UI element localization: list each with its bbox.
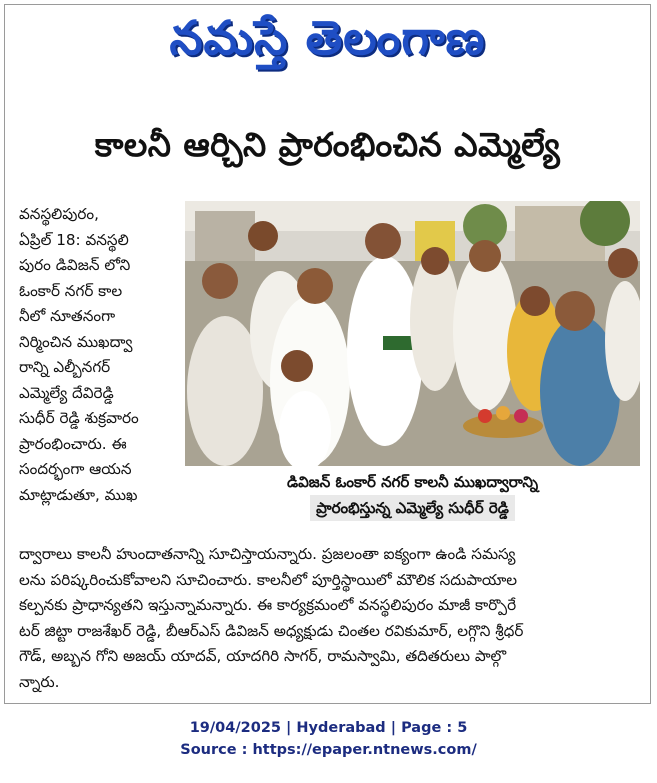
column-line: ప్రారంభించారు. ఈ [19, 434, 127, 453]
body-line: కల్పనకు ప్రాధాన్యతని ఇస్తున్నామన్నారు. ఈ కార్యక్రమంలో వనస్థలిపురం మాజీ కార్పొరే [19, 596, 517, 614]
body-line: న్నారు. [19, 672, 60, 691]
page-footer [0, 717, 657, 761]
column-line: వనస్థలిపురం, [19, 205, 99, 223]
column-line: సందర్భంగా ఆయన [19, 460, 132, 478]
column-line: మాట్లాడుతూ, ముఖ [19, 485, 138, 504]
footer-date-line: 19/04/2025 | Hyderabad | Page : 5 [189, 720, 468, 736]
article-column [19, 202, 172, 508]
article-headline: కాలనీ ఆర్చిని ప్రారంభించిన ఎమ్మెల్యే [94, 125, 561, 164]
column-line: రాన్ని ఎల్బీనగర్ [19, 358, 111, 376]
column-line: ఓంకార్ నగర్ కాల [19, 281, 123, 300]
newspaper-masthead: నమస్తే తెలంగాణ [169, 11, 486, 66]
column-line: ఎమ్మెల్యే దేవిరెడ్డి [19, 383, 114, 402]
news-photo [185, 201, 640, 466]
photo-caption [185, 469, 640, 537]
column-line: నీలో నూతనంగా [19, 307, 116, 325]
body-line: టర్ జిట్టా రాజశేఖర్ రెడ్డి, బీఆర్ఎస్ డివిజన్ అధ్యక్షుడు చింతల రవికుమార్, లగ్గొని శ్రీధర్ [19, 621, 524, 640]
body-line: గౌడ్, అబ్బన గోని అజయ్ యాదవ్, యాదగిరి సాగర్, రామస్వామి, తదితరులు పాల్గొ [19, 647, 507, 665]
caption-line-2: ప్రారంభిస్తున్న ఎమ్మెల్యే సుధీర్ రెడ్డి [310, 495, 515, 521]
caption-line-1: డివిజన్ ఓంకార్ నగర్ కాలనీ ముఖద్వారాన్ని [286, 473, 539, 491]
body-line: ద్వారాలు కాలనీ హుందాతనాన్ని సూచిస్తాయన్నారు. ప్రజలంతా ఐక్యంగా ఉండి సమస్య [19, 545, 516, 563]
body-line: లను పరిష్కరించుకోవాలని సూచించారు. కాలనీలో పూర్తిస్థాయిలో మౌలిక సదుపాయాల [19, 570, 518, 589]
column-line: పురం డివిజన్ లోని [19, 256, 131, 274]
column-line: సుధీర్ రెడ్డి శుక్రవారం [19, 409, 139, 427]
photo-illustration [185, 201, 640, 466]
column-line: ఏప్రిల్ 18: వనస్థలి [19, 230, 129, 249]
column-line: నిర్మించిన ముఖద్వా [19, 332, 133, 351]
footer-source-link[interactable]: Source : https://epaper.ntnews.com/ [180, 742, 477, 758]
clipping-frame [4, 4, 651, 704]
article-body [19, 542, 641, 695]
